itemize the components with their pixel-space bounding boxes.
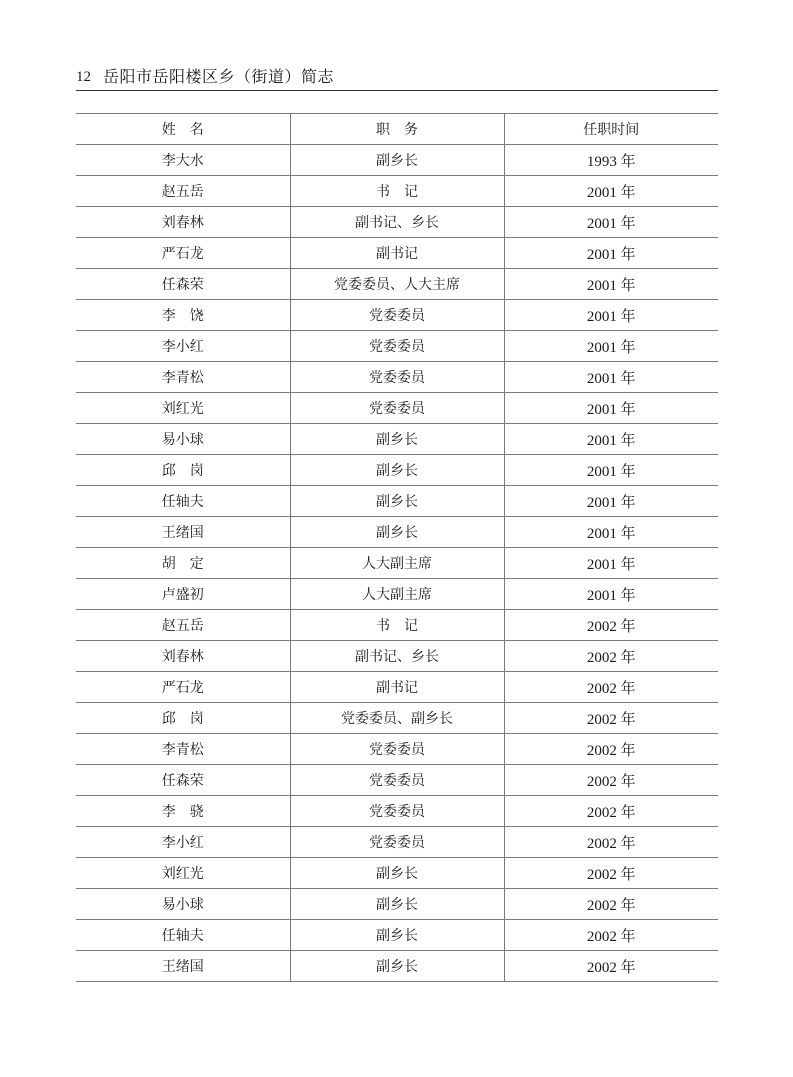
cell-name: 卢盛初 (76, 579, 290, 610)
cell-position: 书 记 (290, 176, 504, 207)
table-row (76, 145, 718, 176)
cell-name: 胡 定 (76, 548, 290, 579)
cell-term-year: 2002 年 (504, 889, 718, 920)
cell-position: 副乡长 (290, 951, 504, 982)
cell-term-year: 2001 年 (504, 269, 718, 300)
cell-term-year: 2001 年 (504, 362, 718, 393)
cell-name: 严石龙 (76, 672, 290, 703)
cell-term-year: 2002 年 (504, 920, 718, 951)
column-header-term: 任职时间 (504, 114, 718, 145)
column-header-position: 职 务 (290, 114, 504, 145)
cell-position: 副乡长 (290, 424, 504, 455)
cell-term-year: 2001 年 (504, 393, 718, 424)
cell-position: 副乡长 (290, 858, 504, 889)
page-header (76, 64, 718, 91)
cell-name: 李小红 (76, 827, 290, 858)
cell-name: 李大水 (76, 145, 290, 176)
table-row (76, 269, 718, 300)
table-row (76, 455, 718, 486)
cell-term-year: 2002 年 (504, 641, 718, 672)
cell-name: 易小球 (76, 889, 290, 920)
book-title: 岳阳市岳阳楼区乡（街道）简志 (103, 67, 335, 86)
cell-term-year: 2001 年 (504, 517, 718, 548)
table-row (76, 486, 718, 517)
cell-position: 党委委员 (290, 827, 504, 858)
cell-name: 李小红 (76, 331, 290, 362)
cell-term-year: 2001 年 (504, 486, 718, 517)
cell-term-year: 2002 年 (504, 827, 718, 858)
cell-position: 党委委员 (290, 796, 504, 827)
table-row (76, 548, 718, 579)
cell-term-year: 2002 年 (504, 858, 718, 889)
cell-position: 副书记、乡长 (290, 641, 504, 672)
cell-name: 李青松 (76, 362, 290, 393)
cell-name: 王绪国 (76, 951, 290, 982)
cell-position: 副乡长 (290, 517, 504, 548)
table-row (76, 672, 718, 703)
cell-term-year: 2001 年 (504, 455, 718, 486)
cell-position: 副乡长 (290, 455, 504, 486)
cell-position: 党委委员 (290, 331, 504, 362)
cell-position: 党委委员 (290, 362, 504, 393)
cell-position: 副乡长 (290, 889, 504, 920)
table-row (76, 889, 718, 920)
cell-term-year: 2001 年 (504, 300, 718, 331)
officials-table (76, 113, 718, 982)
cell-term-year: 2002 年 (504, 734, 718, 765)
table-row (76, 207, 718, 238)
table-row (76, 300, 718, 331)
table-row (76, 238, 718, 269)
cell-term-year: 2001 年 (504, 176, 718, 207)
cell-position: 副乡长 (290, 486, 504, 517)
table-row (76, 393, 718, 424)
cell-position: 党委委员、副乡长 (290, 703, 504, 734)
table-row (76, 641, 718, 672)
cell-term-year: 2002 年 (504, 703, 718, 734)
cell-position: 副乡长 (290, 145, 504, 176)
cell-term-year: 2001 年 (504, 548, 718, 579)
cell-term-year: 2001 年 (504, 579, 718, 610)
cell-name: 赵五岳 (76, 176, 290, 207)
cell-name: 王绪国 (76, 517, 290, 548)
table-row (76, 176, 718, 207)
table-row (76, 331, 718, 362)
table-row (76, 703, 718, 734)
cell-name: 李 饶 (76, 300, 290, 331)
cell-term-year: 1993 年 (504, 145, 718, 176)
cell-term-year: 2002 年 (504, 765, 718, 796)
cell-term-year: 2001 年 (504, 238, 718, 269)
cell-name: 任轴夫 (76, 486, 290, 517)
table-row (76, 734, 718, 765)
table-row (76, 517, 718, 548)
cell-name: 李 骁 (76, 796, 290, 827)
cell-position: 副书记、乡长 (290, 207, 504, 238)
cell-name: 李青松 (76, 734, 290, 765)
cell-name: 易小球 (76, 424, 290, 455)
cell-term-year: 2002 年 (504, 796, 718, 827)
cell-name: 任轴夫 (76, 920, 290, 951)
cell-position: 人大副主席 (290, 579, 504, 610)
header-row (76, 114, 718, 145)
table-body (76, 145, 718, 982)
cell-name: 严石龙 (76, 238, 290, 269)
cell-name: 刘春林 (76, 641, 290, 672)
table-row (76, 424, 718, 455)
table-header (76, 114, 718, 145)
cell-position: 党委委员 (290, 300, 504, 331)
cell-name: 刘红光 (76, 858, 290, 889)
cell-name: 任森荣 (76, 765, 290, 796)
table-row (76, 858, 718, 889)
table-row (76, 827, 718, 858)
cell-name: 任森荣 (76, 269, 290, 300)
table-row (76, 610, 718, 641)
table-row (76, 796, 718, 827)
table-row (76, 579, 718, 610)
table-row (76, 951, 718, 982)
table-row (76, 765, 718, 796)
cell-position: 党委委员、人大主席 (290, 269, 504, 300)
cell-position: 副书记 (290, 672, 504, 703)
cell-position: 人大副主席 (290, 548, 504, 579)
table-row (76, 362, 718, 393)
cell-name: 刘红光 (76, 393, 290, 424)
cell-position: 副乡长 (290, 920, 504, 951)
table-row (76, 920, 718, 951)
cell-name: 邱 岗 (76, 455, 290, 486)
cell-term-year: 2002 年 (504, 672, 718, 703)
cell-term-year: 2001 年 (504, 424, 718, 455)
cell-position: 党委委员 (290, 393, 504, 424)
cell-name: 赵五岳 (76, 610, 290, 641)
page-number: 12 (76, 69, 91, 85)
cell-name: 邱 岗 (76, 703, 290, 734)
cell-position: 书 记 (290, 610, 504, 641)
cell-position: 副书记 (290, 238, 504, 269)
cell-term-year: 2002 年 (504, 610, 718, 641)
cell-term-year: 2001 年 (504, 207, 718, 238)
cell-name: 刘春林 (76, 207, 290, 238)
cell-term-year: 2002 年 (504, 951, 718, 982)
column-header-name: 姓 名 (76, 114, 290, 145)
cell-position: 党委委员 (290, 734, 504, 765)
cell-term-year: 2001 年 (504, 331, 718, 362)
cell-position: 党委委员 (290, 765, 504, 796)
